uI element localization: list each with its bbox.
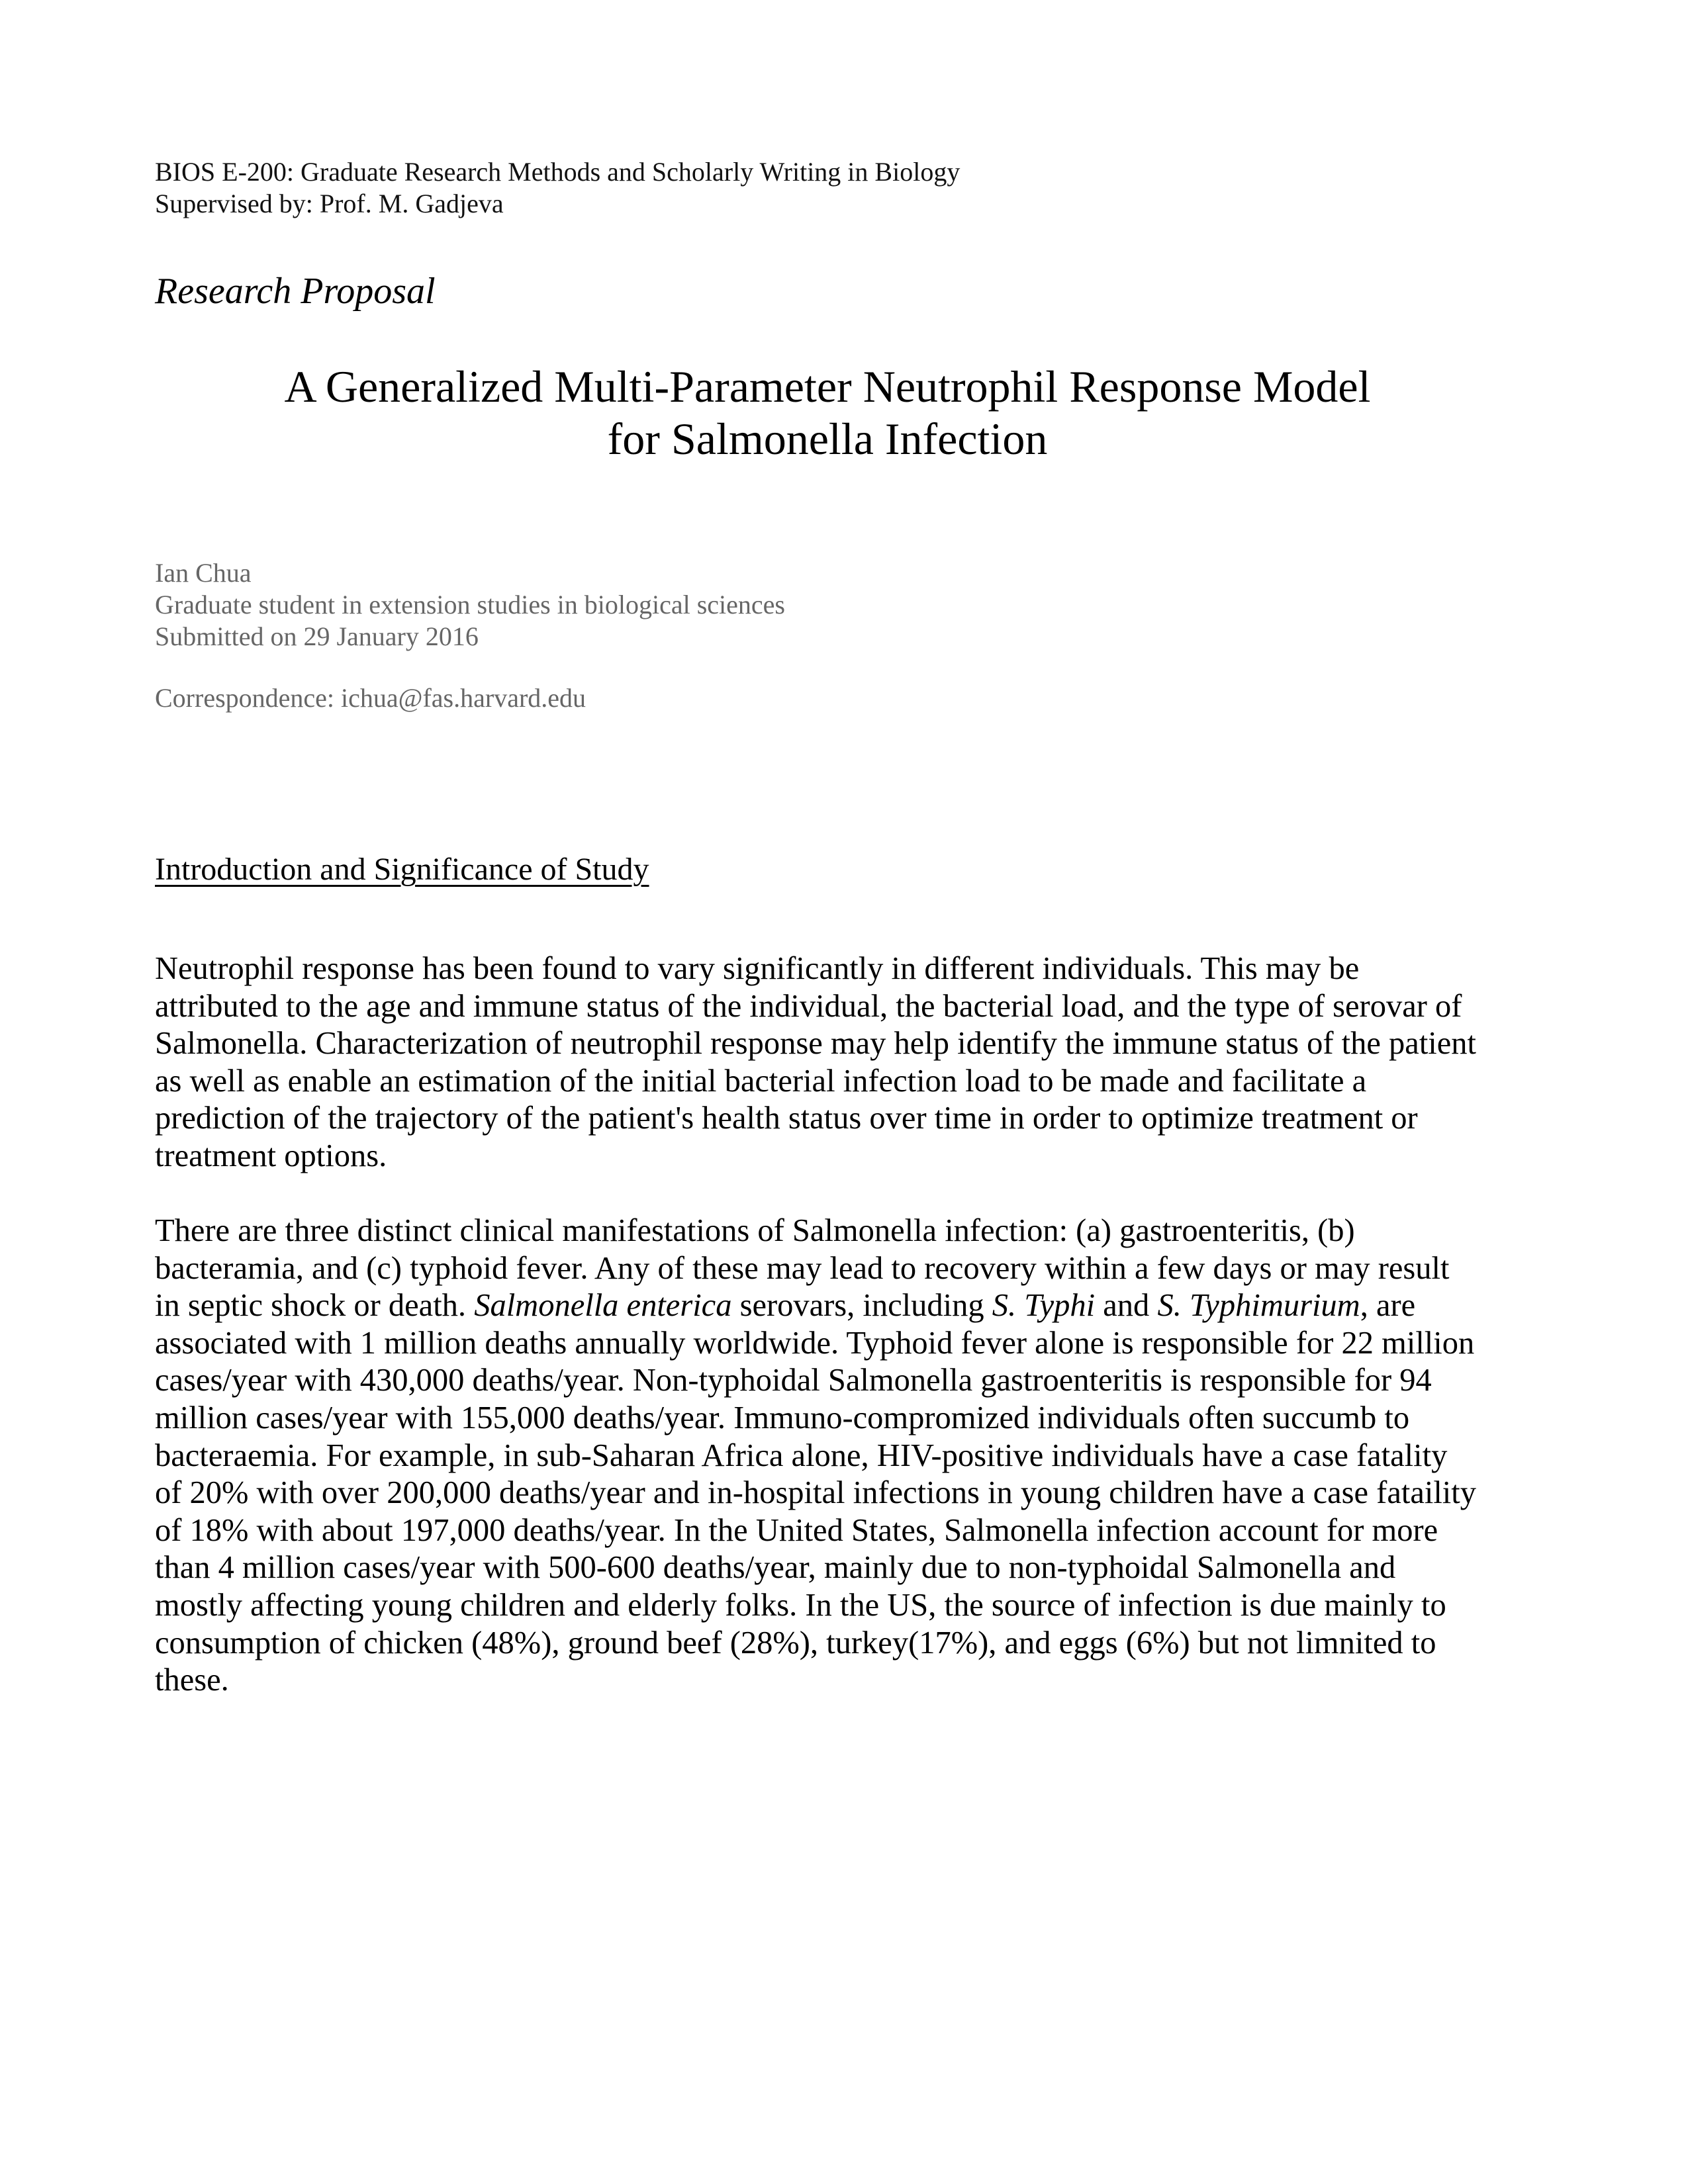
serovar-name: S. Typhi (992, 1288, 1096, 1324)
title-line-1: A Generalized Multi-Parameter Neutrophil Response Model (284, 361, 1371, 412)
paragraph-line: of 20% with over 200,000 deaths/year and in-hospital infections in young children have a case fataility (155, 1475, 1477, 1511)
paragraph-line: treatment options. (155, 1138, 387, 1173)
serovar-name: S. Typhimurium (1157, 1288, 1360, 1324)
paragraph-line: mostly affecting young children and elderly folks. In the US, the source of infection is due mainly to (155, 1587, 1446, 1623)
course-line: BIOS E-200: Graduate Research Methods and Scholarly Writing in Biology (155, 157, 961, 187)
paragraph-1 (155, 950, 1519, 1175)
paragraph-2 (155, 1212, 1519, 1700)
species-name: Salmonella enterica (474, 1288, 732, 1324)
paragraph-line: as well as enable an estimation of the initial bacterial infection load to be made and facilitate a (155, 1063, 1367, 1099)
author-name: Ian Chua (155, 558, 252, 588)
paragraph-line: Salmonella. Characterization of neutrophil response may help identify the immune status of the patient (155, 1026, 1477, 1062)
text-run: , are (1360, 1288, 1416, 1324)
paragraph-line: prediction of the trajectory of the patient's health status over time in order to optimize treatment or (155, 1101, 1418, 1136)
paragraph-line (155, 1287, 1519, 1325)
paragraph-line: bacteraemia. For example, in sub-Saharan Africa alone, HIV-positive individuals have a case fatality (155, 1437, 1448, 1473)
correspondence-email: Correspondence: ichua@fas.harvard.edu (155, 683, 586, 713)
text-run: and (1095, 1288, 1158, 1324)
section-heading: Introduction and Significance of Study (155, 852, 649, 887)
author-affiliation: Graduate student in extension studies in biological sciences (155, 590, 785, 619)
title-line-2: for Salmonella Infection (607, 414, 1048, 464)
document-type: Research Proposal (155, 271, 436, 312)
paragraph-line: associated with 1 million deaths annually worldwide. Typhoid fever alone is responsible for 22 million (155, 1325, 1475, 1361)
paragraph-line: of 18% with about 197,000 deaths/year. In the United States, Salmonella infection account for more (155, 1512, 1438, 1548)
submission-date: Submitted on 29 January 2016 (155, 621, 479, 651)
supervisor-line: Supervised by: Prof. M. Gadjeva (155, 189, 504, 218)
paragraph-line: Neutrophil response has been found to vary significantly in different individuals. This may be (155, 951, 1360, 986)
paragraph-line: bacteramia, and (c) typhoid fever. Any of these may lead to recovery within a few days or may result (155, 1250, 1450, 1286)
paragraph-line: these. (155, 1662, 229, 1698)
paragraph-line: cases/year with 430,000 deaths/year. Non-typhoidal Salmonella gastroenteritis is responsible for 94 (155, 1363, 1432, 1398)
text-run: in septic shock or death. (155, 1288, 475, 1324)
paragraph-line: attributed to the age and immune status of the individual, the bacterial load, and the type of serovar of (155, 988, 1462, 1024)
paragraph-line: There are three distinct clinical manifestations of Salmonella infection: (a) gastroenteritis, (b) (155, 1213, 1355, 1248)
paragraph-line: million cases/year with 155,000 deaths/year. Immuno-compromized individuals often succumb to (155, 1400, 1410, 1435)
text-run: serovars, including (731, 1288, 992, 1324)
paragraph-line: than 4 million cases/year with 500-600 deaths/year, mainly due to non-typhoidal Salmonella and (155, 1550, 1396, 1586)
paragraph-line: consumption of chicken (48%), ground beef (28%), turkey(17%), and eggs (6%) but not limnited to (155, 1625, 1436, 1661)
